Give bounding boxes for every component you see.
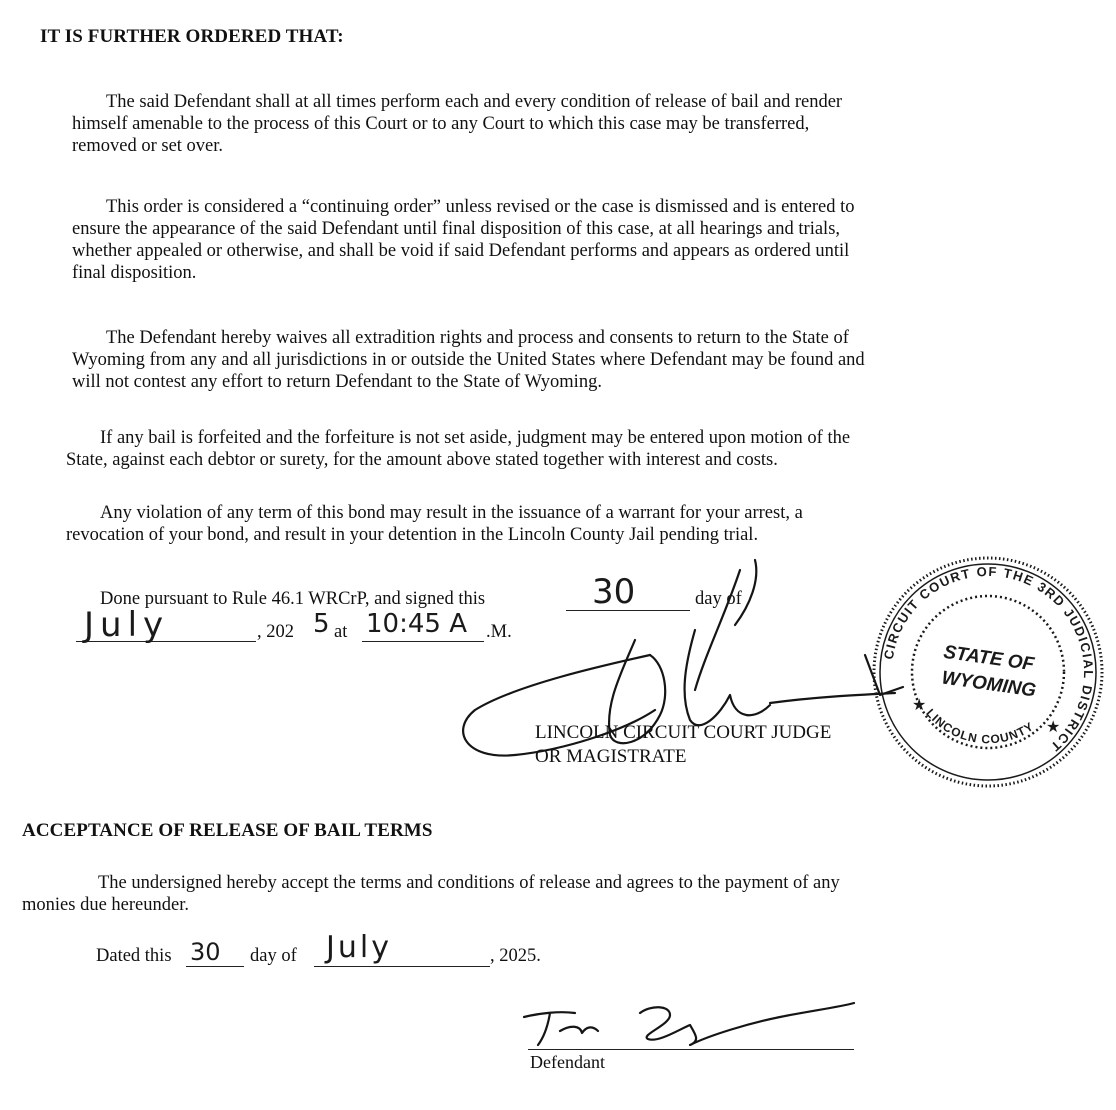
paragraph-line: ensure the appearance of the said Defendant until final disposition of this case, at all hearings and trials, bbox=[72, 219, 841, 239]
paragraph-line: State, against each debtor or surety, for the amount above stated together with interest and costs. bbox=[66, 450, 778, 470]
paragraph-violation-warning bbox=[66, 502, 803, 546]
paragraph-line: The undersigned hereby accept the terms and conditions of release and agrees to the payment of any bbox=[98, 873, 840, 893]
acceptance-year: , 2025. bbox=[490, 946, 541, 966]
defendant-signature bbox=[520, 995, 870, 1055]
seal-star-icon: ★ bbox=[912, 697, 927, 714]
paragraph-bail-conditions bbox=[72, 91, 842, 157]
handwritten-acceptance-month: July bbox=[326, 930, 392, 965]
paragraph-line: himself amenable to the process of this Court or to any Court to which this case may be transferred, bbox=[72, 114, 810, 134]
paragraph-line: The Defendant hereby waives all extradition rights and process and consents to return to the State of bbox=[106, 328, 849, 348]
acceptance-paragraph bbox=[22, 872, 840, 916]
order-heading: IT IS FURTHER ORDERED THAT: bbox=[40, 26, 344, 47]
seal-star-icon: ★ bbox=[1046, 719, 1061, 736]
paragraph-line: monies due hereunder. bbox=[22, 895, 189, 915]
acceptance-month-line bbox=[314, 966, 490, 967]
handwritten-day: 30 bbox=[592, 572, 636, 612]
paragraph-extradition-waiver bbox=[72, 327, 865, 393]
dated-label: Dated this bbox=[96, 946, 172, 966]
day-of-label: day of bbox=[695, 589, 742, 609]
judge-title-line1: LINCOLN CIRCUIT COURT JUDGE bbox=[535, 722, 832, 743]
handwritten-year-digit: 5 bbox=[313, 609, 330, 639]
paragraph-line: revocation of your bond, and result in your detention in the Lincoln County Jail pending trial. bbox=[66, 525, 759, 545]
paragraph-line: removed or set over. bbox=[72, 136, 224, 156]
paragraph-line: will not contest any effort to return Defendant to the State of Wyoming. bbox=[72, 372, 602, 392]
acceptance-day-of: day of bbox=[250, 946, 297, 966]
acceptance-heading: ACCEPTANCE OF RELEASE OF BAIL TERMS bbox=[22, 820, 433, 841]
paragraph-line: final disposition. bbox=[72, 263, 197, 283]
seal-bottom-text: LINCOLN COUNTY bbox=[923, 706, 1037, 747]
judge-title-line2: OR MAGISTRATE bbox=[535, 746, 687, 767]
seal-inner-line1: STATE OF bbox=[942, 641, 1036, 676]
seal-outer-text: CIRCUIT COURT OF THE 3RD JUDICIAL DISTRICT bbox=[880, 563, 1097, 756]
handwritten-time: 10:45 A bbox=[366, 609, 467, 639]
paragraph-line: The said Defendant shall at all times perform each and every condition of release of bail and render bbox=[106, 92, 843, 112]
paragraph-forfeiture bbox=[66, 427, 850, 471]
defendant-label: Defendant bbox=[530, 1052, 605, 1072]
paragraph-line: Wyoming from any and all jurisdictions in or outside the United States where Defendant may be found and bbox=[72, 350, 865, 370]
paragraph-line: whether appealed or otherwise, and shall be void if said Defendant performs and appears as ordered until bbox=[72, 241, 850, 261]
paragraph-line: This order is considered a “continuing order” unless revised or the case is dismissed and is entered to bbox=[106, 197, 855, 217]
time-suffix: .M. bbox=[486, 622, 512, 642]
signing-statement: Done pursuant to Rule 46.1 WRCrP, and signed this bbox=[100, 589, 486, 609]
defendant-signature-line bbox=[528, 1049, 854, 1050]
paragraph-line: If any bail is forfeited and the forfeiture is not set aside, judgment may be entered upon motion of the bbox=[100, 428, 851, 448]
year-prefix: , 202 bbox=[257, 622, 294, 642]
court-seal bbox=[868, 552, 1108, 792]
paragraph-continuing-order bbox=[72, 196, 855, 284]
handwritten-month: July bbox=[84, 605, 170, 645]
at-label: at bbox=[334, 622, 348, 642]
handwritten-acceptance-day: 30 bbox=[190, 938, 221, 966]
acceptance-day-line bbox=[186, 966, 244, 967]
seal-inner-line2: WYOMING bbox=[940, 667, 1038, 702]
paragraph-line: Any violation of any term of this bond may result in the issuance of a warrant for your arrest, a bbox=[100, 503, 803, 523]
